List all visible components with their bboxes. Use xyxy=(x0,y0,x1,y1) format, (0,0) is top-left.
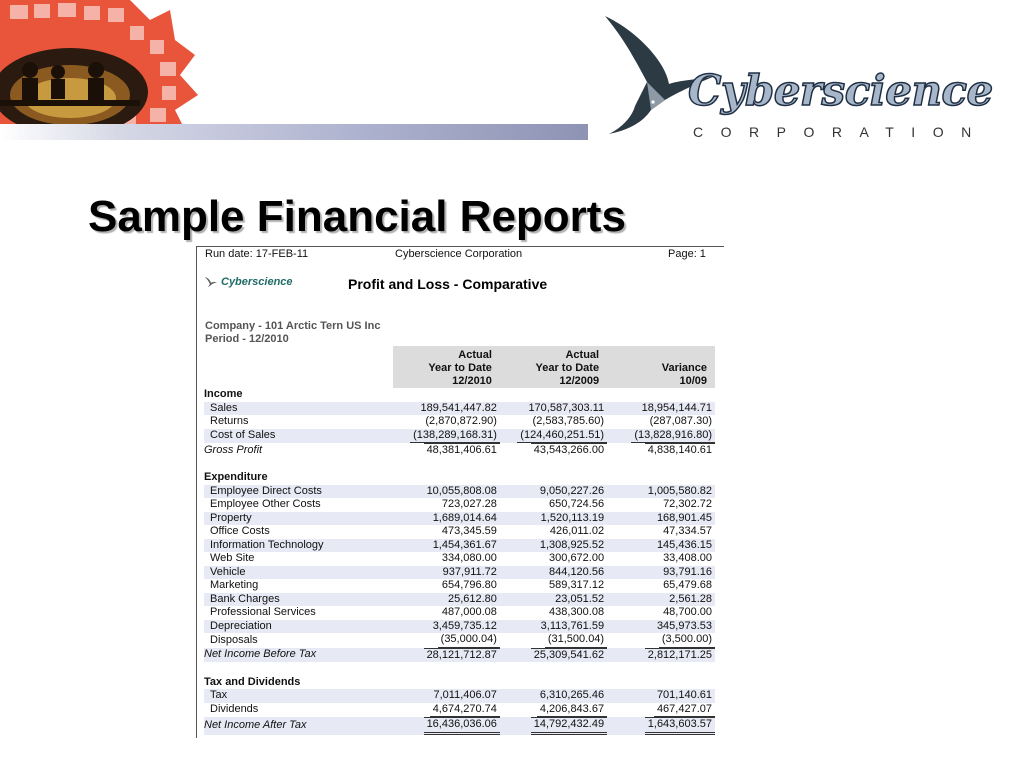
run-date: Run date: 17-FEB-11 xyxy=(205,248,309,260)
row-amount xyxy=(607,552,715,566)
row-amount xyxy=(607,485,715,499)
row-amount-value: 723,027.28 xyxy=(441,498,497,510)
row-label: Bank Charges xyxy=(204,593,393,607)
row-amount xyxy=(393,402,500,416)
row-label: Sales xyxy=(204,402,393,416)
row-amount xyxy=(607,525,715,539)
table-row xyxy=(204,429,715,444)
row-amount-value: 25,612.80 xyxy=(447,592,497,605)
row-label: Property xyxy=(204,512,393,526)
row-amount-value: 7,011,406.07 xyxy=(433,689,497,701)
row-label: Professional Services xyxy=(210,606,316,618)
column-header-line: Year to Date xyxy=(428,362,492,374)
table-row xyxy=(204,485,715,499)
row-amount-value: 170,587,303.11 xyxy=(528,401,605,414)
row-amount-value: 844,120.56 xyxy=(549,565,605,578)
row-amount-value: (3,500.00) xyxy=(659,633,715,648)
row-amount-value: (124,460,251.51) xyxy=(517,429,607,444)
column-header-line: Actual xyxy=(458,349,492,361)
row-amount-value: 4,206,843.67 xyxy=(537,703,607,718)
row-amount xyxy=(393,498,500,512)
net-income-before-tax-row-amount-value: 2,812,171.25 xyxy=(645,648,715,663)
table-row xyxy=(204,620,715,634)
row-label: Employee Other Costs xyxy=(210,498,321,510)
expenditure-section xyxy=(204,471,715,485)
column-header-line: Year to Date xyxy=(535,362,600,374)
row-amount-value: 9,050,227.26 xyxy=(539,484,605,497)
net-income-after-tax-row-label: Net Income After Tax xyxy=(204,717,393,735)
row-amount-value: (138,289,168.31) xyxy=(410,429,500,444)
row-amount-value: 3,459,735.12 xyxy=(432,619,497,632)
row-amount-value: (31,500.04) xyxy=(545,633,607,648)
row-amount-value: (2,583,785.60) xyxy=(532,415,605,427)
tax-dividends-section xyxy=(204,676,715,690)
row-amount xyxy=(393,606,500,620)
row-amount xyxy=(393,703,500,718)
row-label: Information Technology xyxy=(204,539,393,553)
row-amount xyxy=(393,539,500,553)
income-section-label: Income xyxy=(204,388,243,400)
row-amount xyxy=(607,415,715,429)
row-amount-value: 701,140.61 xyxy=(656,689,712,701)
table-row xyxy=(204,512,715,526)
row-amount xyxy=(607,633,715,648)
row-amount-value: 10,055,808.08 xyxy=(426,484,497,497)
gross-profit-row-label: Gross Profit xyxy=(204,443,263,456)
row-amount-value: 65,479.68 xyxy=(663,579,712,591)
row-amount xyxy=(607,539,715,553)
net-income-before-tax-row-amount xyxy=(393,648,500,663)
row-amount xyxy=(500,498,607,512)
row-amount xyxy=(500,552,607,566)
row-amount xyxy=(607,606,715,620)
row-amount-value: (287,087.30) xyxy=(649,415,712,427)
column-header-line: 10/09 xyxy=(679,375,707,387)
row-amount xyxy=(500,579,607,593)
row-label: Depreciation xyxy=(204,620,393,634)
logo-wordmark: Cyberscience xyxy=(688,66,993,115)
row-amount-value: 487,000.08 xyxy=(441,606,497,618)
row-amount-value: 1,689,014.64 xyxy=(432,511,497,524)
row-amount-value: 1,454,361.67 xyxy=(432,538,497,551)
net-income-after-tax-row-amount-value: 16,436,036.06 xyxy=(424,717,500,735)
column-header-line: 12/2010 xyxy=(452,375,492,387)
row-amount xyxy=(500,415,607,429)
net-income-before-tax-row-amount-value: 25,309,541.62 xyxy=(531,648,607,663)
net-income-before-tax-row xyxy=(204,648,715,663)
row-amount-value: 6,310,265.46 xyxy=(539,689,605,701)
profit-loss-table xyxy=(204,346,715,735)
row-amount-value: 654,796.80 xyxy=(441,579,497,591)
row-label: Cost of Sales xyxy=(204,429,393,444)
row-label: Employee Direct Costs xyxy=(204,485,393,499)
row-amount-value: (13,828,916.80) xyxy=(631,429,715,444)
row-amount xyxy=(393,579,500,593)
row-amount-value: 93,791.16 xyxy=(663,565,712,578)
report-company: Company - 101 Arctic Tern US Inc xyxy=(205,320,381,332)
row-amount-value: 48,700.00 xyxy=(663,606,712,618)
row-amount xyxy=(500,566,607,580)
row-amount xyxy=(500,512,607,526)
row-amount-value: 168,901.45 xyxy=(656,511,712,524)
row-label: Disposals xyxy=(210,633,258,646)
row-amount-value: 23,051.52 xyxy=(555,592,605,605)
net-income-before-tax-row-amount-value: 28,121,712.87 xyxy=(424,648,500,663)
row-amount xyxy=(393,552,500,566)
net-income-after-tax-row-amount-value: 14,792,432.49 xyxy=(531,717,607,735)
table-header-row xyxy=(204,346,715,388)
row-amount xyxy=(393,485,500,499)
row-amount xyxy=(393,566,500,580)
header-gradient-bar xyxy=(0,124,588,140)
row-label: Tax xyxy=(204,689,393,703)
row-label: Marketing xyxy=(210,579,259,591)
logo-corporation-text: CORPORATION xyxy=(693,124,989,140)
gross-profit-row-amount-value: 48,381,406.61 xyxy=(424,443,500,458)
row-label: Office Costs xyxy=(210,525,270,537)
row-amount xyxy=(607,498,715,512)
table-row xyxy=(204,415,715,429)
row-amount-value: 589,317.12 xyxy=(549,579,605,591)
page-number: Page: 1 xyxy=(668,248,706,260)
net-income-before-tax-row-amount xyxy=(607,648,715,663)
row-amount xyxy=(607,689,715,703)
column-header-line: Actual xyxy=(565,349,600,361)
row-amount xyxy=(500,633,607,648)
gross-profit-row-amount-value: 4,838,140.61 xyxy=(645,443,715,458)
row-amount xyxy=(500,402,607,416)
row-amount xyxy=(500,620,607,634)
table-row xyxy=(204,402,715,416)
row-amount-value: 189,541,447.82 xyxy=(420,401,497,414)
row-amount-value: 1,520,113.19 xyxy=(540,511,605,524)
column-header-line: Variance xyxy=(661,362,707,374)
row-amount-value: 1,308,925.52 xyxy=(539,538,605,551)
row-amount xyxy=(393,620,500,634)
report-brand xyxy=(204,276,293,288)
row-amount-value: 145,436.15 xyxy=(656,538,712,551)
row-amount-value: 334,080.00 xyxy=(441,552,497,564)
row-amount-value: 33,408.00 xyxy=(663,552,712,564)
report-title: Profit and Loss - Comparative xyxy=(348,276,548,292)
row-amount-value: 438,300.08 xyxy=(549,606,605,618)
tax-dividends-section-label: Tax and Dividends xyxy=(204,675,301,688)
row-amount xyxy=(500,525,607,539)
row-amount-value: 1,005,580.82 xyxy=(647,484,712,497)
report-company-name: Cyberscience Corporation xyxy=(395,248,523,260)
table-row xyxy=(204,579,715,593)
table-row xyxy=(204,566,715,580)
table-row xyxy=(204,593,715,607)
table-row xyxy=(204,606,715,620)
row-label: Web Site xyxy=(210,552,255,564)
row-amount-value: (2,870,872.90) xyxy=(425,415,497,427)
row-amount-value: 426,011.02 xyxy=(549,525,605,537)
table-row xyxy=(204,703,715,718)
gross-profit-row-amount xyxy=(500,443,607,458)
row-amount-value: 2,561.28 xyxy=(669,592,712,605)
row-amount-value: 650,724.56 xyxy=(549,498,605,510)
column-header-3 xyxy=(607,346,715,388)
net-income-after-tax-row xyxy=(204,717,715,735)
blank-row xyxy=(204,662,715,676)
expenditure-section-label: Expenditure xyxy=(204,471,268,483)
row-amount xyxy=(607,579,715,593)
row-amount xyxy=(393,525,500,539)
row-amount xyxy=(393,512,500,526)
row-label: Vehicle xyxy=(204,566,393,580)
row-amount xyxy=(607,593,715,607)
row-amount xyxy=(500,539,607,553)
row-amount-value: 72,302.72 xyxy=(663,498,712,510)
income-section xyxy=(204,388,715,402)
table-row xyxy=(204,552,715,566)
row-amount xyxy=(393,429,500,444)
row-label: Dividends xyxy=(210,703,259,715)
row-amount xyxy=(393,593,500,607)
row-amount-value: 467,427.07 xyxy=(654,703,715,718)
table-row xyxy=(204,633,715,648)
report-brand-text: Cyberscience xyxy=(221,276,293,288)
small-tern-icon xyxy=(204,276,218,288)
report-left-border xyxy=(196,246,197,738)
row-amount xyxy=(500,606,607,620)
gross-profit-row-amount xyxy=(607,443,715,458)
row-amount-value: 300,672.00 xyxy=(549,552,605,564)
row-amount xyxy=(500,593,607,607)
row-amount-value: (35,000.04) xyxy=(438,633,500,648)
header-mosaic-image xyxy=(0,0,200,130)
row-amount xyxy=(500,689,607,703)
row-amount xyxy=(607,566,715,580)
row-amount-value: 345,973.53 xyxy=(656,619,712,632)
header-spacer xyxy=(204,346,393,388)
row-amount xyxy=(607,512,715,526)
row-amount-value: 473,345.59 xyxy=(441,525,497,537)
row-amount-value: 18,954,144.71 xyxy=(641,401,712,414)
row-amount xyxy=(607,402,715,416)
table-row xyxy=(204,498,715,512)
table-row xyxy=(204,525,715,539)
row-amount xyxy=(607,620,715,634)
report-period: Period - 12/2010 xyxy=(205,333,289,345)
column-header-line: 12/2009 xyxy=(559,375,600,387)
gross-profit-row-amount-value: 43,543,266.00 xyxy=(531,443,607,458)
slide-title: Sample Financial Reports xyxy=(88,192,626,241)
row-amount-value: 937,911.72 xyxy=(442,565,497,578)
column-header-2 xyxy=(500,346,607,388)
net-income-after-tax-row-amount xyxy=(607,717,715,735)
row-label: Returns xyxy=(210,415,249,427)
gross-profit-row xyxy=(204,443,715,458)
net-income-after-tax-row-amount xyxy=(500,717,607,735)
table-row xyxy=(204,539,715,553)
row-amount xyxy=(500,429,607,444)
profit-loss-report xyxy=(196,246,724,738)
row-amount-value: 47,334.57 xyxy=(663,525,712,537)
row-amount xyxy=(607,703,715,718)
net-income-after-tax-row-amount-value: 1,643,603.57 xyxy=(645,717,715,735)
table-row xyxy=(204,689,715,703)
row-amount-value: 4,674,270.74 xyxy=(430,703,500,718)
net-income-after-tax-row-amount xyxy=(393,717,500,735)
row-amount xyxy=(607,429,715,444)
gross-profit-row-amount xyxy=(393,443,500,458)
row-amount xyxy=(393,415,500,429)
row-amount-value: 3,113,761.59 xyxy=(540,619,605,632)
column-header-1 xyxy=(393,346,500,388)
net-income-before-tax-row-label: Net Income Before Tax xyxy=(204,648,393,663)
company-logo xyxy=(595,10,1000,150)
row-amount xyxy=(393,633,500,648)
row-amount xyxy=(500,703,607,718)
net-income-before-tax-row-amount xyxy=(500,648,607,663)
report-top-border xyxy=(196,246,724,247)
row-amount xyxy=(393,689,500,703)
row-amount xyxy=(500,485,607,499)
blank-row xyxy=(204,458,715,472)
